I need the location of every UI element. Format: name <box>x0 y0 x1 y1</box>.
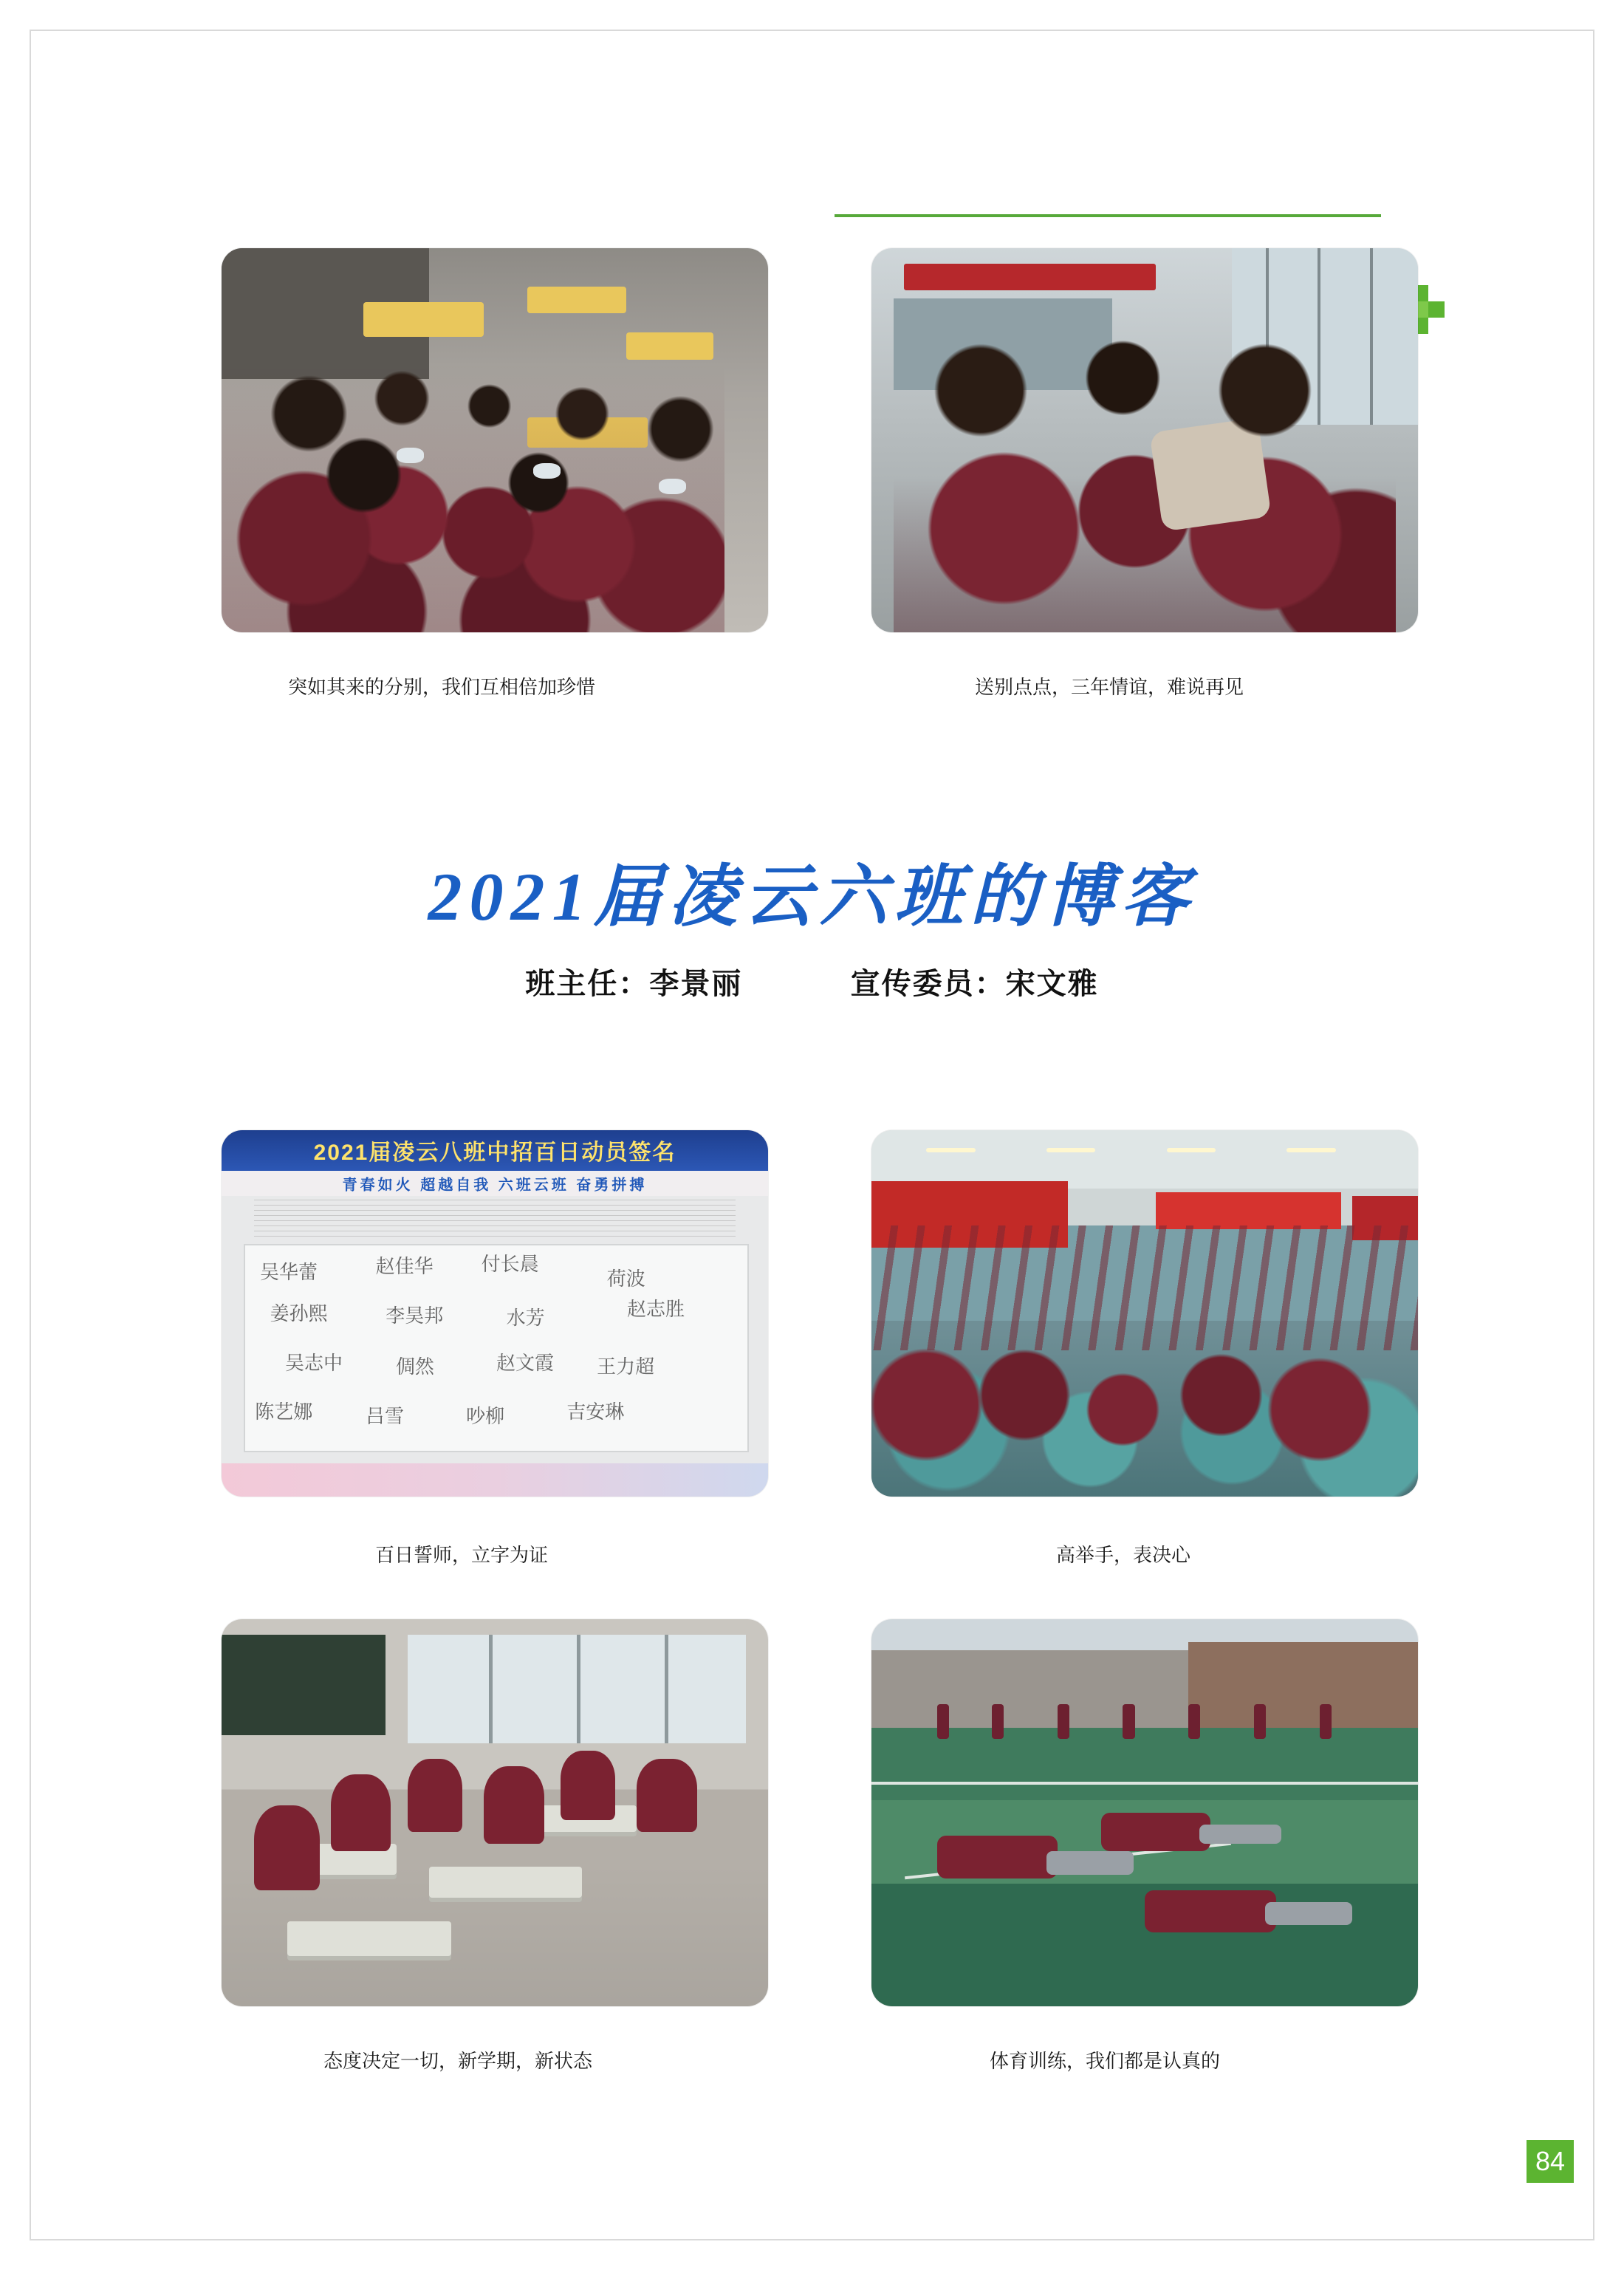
header-rule <box>835 214 1381 217</box>
photo-caption: 送别点点，三年情谊，难说再见 <box>975 676 1244 698</box>
page-number: 84 <box>1527 2140 1574 2183</box>
signature: 水芳 <box>506 1307 545 1329</box>
credits-line <box>0 960 1624 1002</box>
signature: 吕雪 <box>365 1405 404 1427</box>
page-title: 2021届凌云六班的博客 <box>428 859 1196 934</box>
signature: 吴志中 <box>285 1352 343 1374</box>
signature: 吵柳 <box>466 1405 505 1427</box>
signature: 付长晨 <box>481 1254 539 1276</box>
photo-caption: 突如其来的分别，我们互相倍加珍惜 <box>288 676 596 698</box>
signature: 赵佳华 <box>375 1256 434 1278</box>
photo-caption: 体育训练，我们都是认真的 <box>990 2050 1221 2072</box>
photo-caption: 态度决定一切，新学期，新状态 <box>323 2050 593 2072</box>
signature: 倜然 <box>395 1356 434 1378</box>
signature: 赵志胜 <box>626 1299 685 1321</box>
photo-pe-training-plank <box>871 1619 1418 2006</box>
photo-caption: 百日誓师，立字为证 <box>375 1544 549 1566</box>
photo-farewell-hug-group <box>222 248 768 632</box>
head-teacher-label: 班主任：李景丽 <box>525 968 743 1000</box>
signature: 荷波 <box>606 1268 645 1290</box>
signature: 吴华蕾 <box>260 1262 318 1284</box>
photo-caption: 高举手，表决心 <box>1056 1544 1191 1566</box>
signature: 姜孙熙 <box>270 1302 328 1324</box>
photo-farewell-two-students <box>871 248 1418 632</box>
signature: 李昊邦 <box>386 1305 444 1327</box>
photo-oath-signature-board <box>222 1130 768 1497</box>
signature: 吉安琳 <box>566 1401 625 1423</box>
board-headline: 2021届凌云八班中招百日动员签名 <box>313 1141 676 1166</box>
signature: 王力超 <box>597 1356 655 1378</box>
photo-raised-hands-assembly <box>871 1130 1418 1497</box>
signature: 陈艺娜 <box>255 1401 313 1423</box>
board-subline: 青春如火 超越自我 六班云班 奋勇拼搏 <box>342 1177 648 1194</box>
publicity-officer-label: 宣传委员：宋文雅 <box>850 968 1099 1000</box>
signature: 赵文霞 <box>496 1352 554 1374</box>
photo-classroom-self-study <box>222 1619 768 2006</box>
